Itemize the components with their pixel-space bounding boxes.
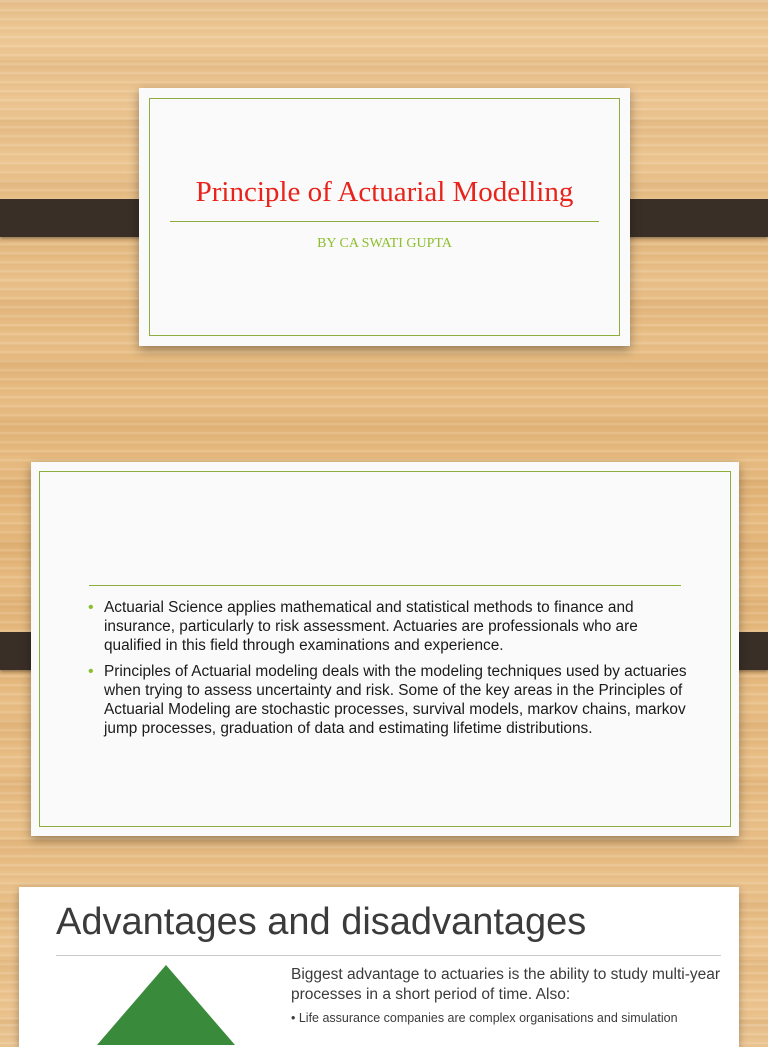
bullet-text: Principles of Actuarial modeling deals with the modeling techniques used by actuaries when trying to assess uncertainty and risk. Some of the key areas in the Principles of Actuarial Modeling are stochastic processes, survival models, markov chains, markov jump processes, graduation of data and estimating lifetime distributions.	[104, 663, 687, 737]
bullet-dot-icon: •	[88, 663, 94, 680]
title-divider	[56, 955, 721, 956]
intro-slide	[31, 462, 739, 836]
slide-frame	[149, 98, 620, 336]
bullet-item	[88, 662, 688, 738]
slide-title: Principle of Actuarial Modelling	[195, 176, 574, 208]
binder-strap-right-1	[614, 199, 768, 237]
bullet-item	[88, 598, 688, 655]
title-divider	[170, 221, 599, 222]
title-slide	[139, 88, 630, 346]
binder-strap-left-1	[0, 199, 155, 237]
bullet-dot-icon: •	[88, 599, 94, 616]
slide-title: Advantages and disadvantages	[56, 901, 587, 943]
intro-text: Biggest advantage to actuaries is the ability to study multi-year processes in a short period of time. Also:	[291, 966, 721, 1003]
advantages-slide	[19, 887, 739, 1047]
bullet-text-partial: • Life assurance companies are complex organisations and simulation	[291, 1011, 678, 1025]
header-divider	[89, 585, 681, 586]
author-subtitle: BY CA SWATI GUPTA	[317, 236, 452, 251]
triangle-graphic-icon	[97, 965, 235, 1045]
bullet-list	[88, 598, 688, 745]
bullet-text: Actuarial Science applies mathematical and statistical methods to finance and insurance, particularly to risk assessment. Actuaries are professionals who are qualified in this field through examinations and experience.	[104, 599, 638, 654]
